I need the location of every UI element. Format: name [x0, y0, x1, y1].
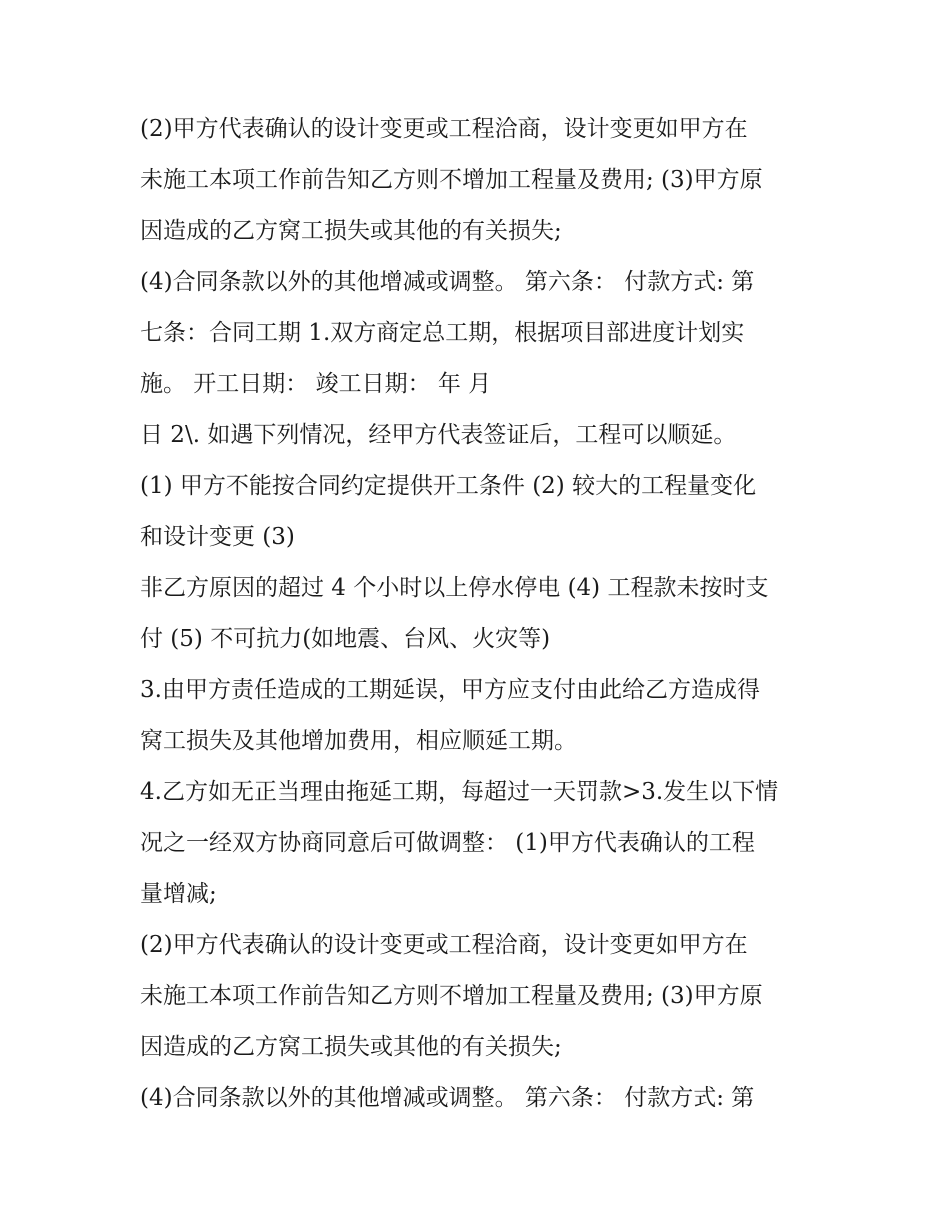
- text-line: 3.由甲方责任造成的工期延误，甲方应支付由此给乙方造成得: [140, 677, 760, 703]
- text-line: (4)合同条款以外的其他增减或调整。 第六条： 付款方式: 第: [140, 1085, 755, 1111]
- text-line: (2)甲方代表确认的设计变更或工程洽商，设计变更如甲方在: [140, 932, 748, 958]
- text-line: 未施工本项工作前告知乙方则不增加工程量及费用; (3)甲方原: [140, 167, 763, 193]
- text-line: 况之一经双方协商同意后可做调整： (1)甲方代表确认的工程: [140, 830, 755, 856]
- text-line: 因造成的乙方窝工损失或其他的有关损失;: [140, 218, 562, 244]
- text-line: 付 (5) 不可抗力(如地震、台风、火灾等): [140, 626, 551, 652]
- text-line: (4)合同条款以外的其他增减或调整。 第六条： 付款方式: 第: [140, 269, 755, 295]
- text-line: 施。 开工日期： 竣工日期： 年 月: [140, 371, 492, 397]
- text-line: 窝工损失及其他增加费用，相应顺延工期。: [140, 728, 577, 754]
- text-line: 未施工本项工作前告知乙方则不增加工程量及费用; (3)甲方原: [140, 983, 763, 1009]
- text-line: (2)甲方代表确认的设计变更或工程洽商，设计变更如甲方在: [140, 116, 748, 142]
- text-line: 4.乙方如无正当理由拖延工期，每超过一天罚款>3.发生以下情: [140, 779, 779, 805]
- text-line: 非乙方原因的超过 4 个小时以上停水停电 (4) 工程款未按时支: [140, 575, 769, 601]
- text-line: 量增减;: [140, 881, 217, 907]
- document-body: [140, 104, 820, 1124]
- text-line: (1) 甲方不能按合同约定提供开工条件 (2) 较大的工程量变化: [140, 473, 757, 499]
- text-line: 七条：合同工期 1.双方商定总工期，根据项目部进度计划实: [140, 320, 745, 346]
- text-line: 因造成的乙方窝工损失或其他的有关损失;: [140, 1034, 562, 1060]
- text-line: 和设计变更 (3): [140, 524, 295, 550]
- text-line: 日 2\. 如遇下列情况，经甲方代表签证后，工程可以顺延。: [140, 422, 737, 448]
